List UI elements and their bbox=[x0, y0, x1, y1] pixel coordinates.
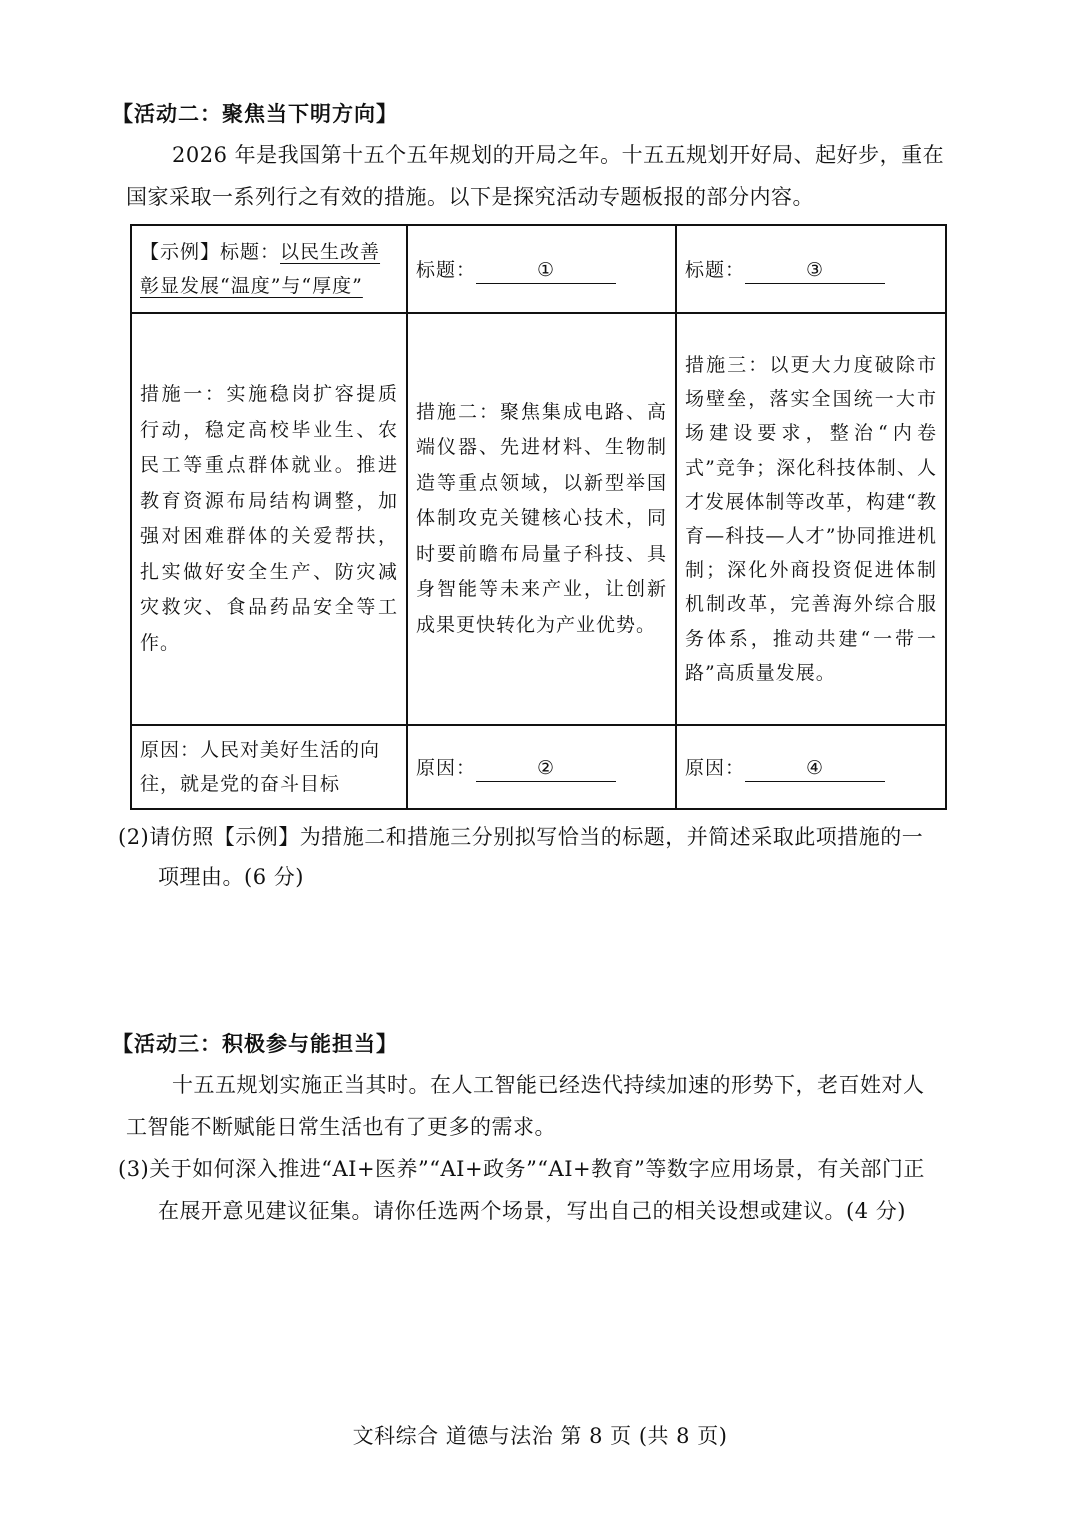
measure1-text: 措施一：实施稳岗扩容提质行动，稳定高校毕业生、农民工等重点群体就业。推进教育资源布局结构调整，加强对困难群体的关爱帮扶，扎实做好安全生产、防灾减灾救灾、食品药品安全等工作。 bbox=[140, 383, 398, 654]
blank-1: ① bbox=[476, 257, 616, 284]
example-title-cell bbox=[131, 225, 407, 313]
blank-4: ④ bbox=[745, 755, 885, 782]
title-row bbox=[131, 225, 946, 313]
title-cell-2 bbox=[407, 225, 676, 313]
page-footer: 文科综合 道德与法治 第 8 页 (共 8 页) bbox=[352, 1424, 728, 1448]
activity3-intro-line2: 工智能不断赋能日常生活也有了更多的需求。 bbox=[126, 1115, 556, 1139]
reason1-text: 原因：人民对美好生活的向往，就是党的奋斗目标 bbox=[140, 739, 381, 795]
reason-row bbox=[131, 725, 946, 809]
example-title-part1: 以民生改善 bbox=[280, 241, 381, 263]
measure2-cell bbox=[407, 313, 676, 725]
reason-label-3: 原因： bbox=[685, 756, 746, 779]
example-title-part2: 彰显发展“温度”与“厚度” bbox=[140, 275, 363, 297]
blank-3: ③ bbox=[745, 257, 885, 284]
title-label-3: 标题： bbox=[685, 258, 746, 281]
question3-line1: (3)关于如何深入推进“AI+医养”“AI+政务”“AI+教育”等数字应用场景，有关部门正 bbox=[118, 1157, 925, 1181]
activity3-intro-line1: 十五五规划实施正当其时。在人工智能已经迭代持续加速的形势下，老百姓对人 bbox=[172, 1073, 925, 1097]
reason3-cell bbox=[676, 725, 946, 809]
measure2-text: 措施二：聚焦集成电路、高端仪器、先进材料、生物制造等重点领域，以新型举国体制攻克关键核心技术，同时要前瞻布局量子科技、具身智能等未来产业，让创新成果更快转化为产业优势。 bbox=[416, 400, 667, 636]
measure3-cell bbox=[676, 313, 946, 725]
measure1-cell bbox=[131, 313, 407, 725]
activity2-heading: 【活动二：聚焦当下明方向】 bbox=[112, 102, 398, 126]
activity3-heading: 【活动三：积极参与能担当】 bbox=[112, 1032, 398, 1056]
question3-line2: 在展开意见建议征集。请你任选两个场景，写出自己的相关设想或建议。(4 分) bbox=[158, 1199, 906, 1223]
question2-line1: (2)请仿照【示例】为措施二和措施三分别拟写恰当的标题，并简述采取此项措施的一 bbox=[118, 825, 924, 849]
blank-2: ② bbox=[476, 755, 616, 782]
title-label-2: 标题： bbox=[416, 258, 477, 281]
example-prefix: 【示例】标题： bbox=[140, 241, 281, 263]
board-table bbox=[130, 224, 947, 810]
reason2-cell bbox=[407, 725, 676, 809]
reason-label-2: 原因： bbox=[416, 756, 477, 779]
title-cell-3 bbox=[676, 225, 946, 313]
measure-row bbox=[131, 313, 946, 725]
activity2-intro-line2: 国家采取一系列行之有效的措施。以下是探究活动专题板报的部分内容。 bbox=[126, 185, 814, 209]
activity2-intro-line1: 2026 年是我国第十五个五年规划的开局之年。十五五规划开好局、起好步，重在 bbox=[172, 143, 945, 167]
question2-line2: 项理由。(6 分) bbox=[158, 865, 304, 889]
measure3-text: 措施三：以更大力度破除市场壁垒，落实全国统一大市场建设要求，整治“内卷式”竞争；深化科技体制、人才发展体制等改革，构建“教育—科技—人才”协同推进机制；深化外商投资促进体制机制改革，完善海外综合服务体系，推动共建“一带一路”高质量发展。 bbox=[685, 353, 937, 684]
reason1-cell bbox=[131, 725, 407, 809]
